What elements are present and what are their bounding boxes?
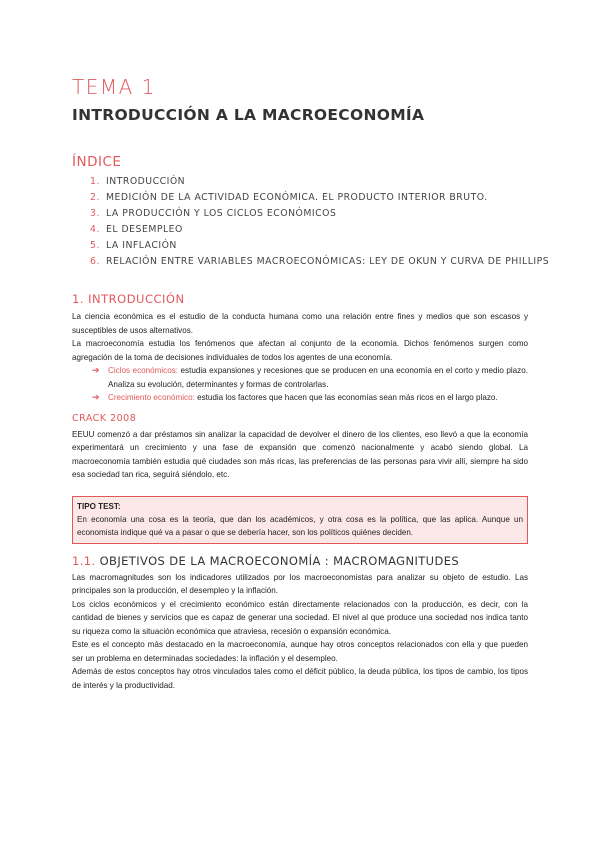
document-subtitle: INTRODUCCIÓN A LA MACROECONOMÍA bbox=[72, 106, 425, 124]
table-of-contents bbox=[72, 174, 550, 270]
toc-item[interactable]: 6. RELACIÓN ENTRE VARIABLES MACROECONÓMICAS: LEY DE OKUN Y CURVA DE PHILLIPS bbox=[90, 256, 550, 267]
section-title: OBJETIVOS DE LA MACROECONOMÍA : MACROMAGNITUDES bbox=[99, 553, 460, 568]
bullet-text: estudia expansiones y recesiones que se producen en una economía en el corto y medio plazo. Analiza su evolución, determinantes y formas de controlarlas. bbox=[108, 366, 528, 389]
list-item bbox=[92, 391, 528, 405]
paragraph: Las macromagnitudes son los indicadores utilizados por los macroeconomistas para analizar su objeto de estudio. Las principales son la producción, el desempleo y la inflación. bbox=[72, 572, 528, 595]
section-1-1-heading bbox=[72, 554, 528, 568]
toc-item[interactable]: 4. EL DESEMPLEO bbox=[90, 224, 183, 235]
bullet-term: Ciclos económicos: bbox=[108, 366, 178, 375]
bullet-term: Crecimiento económico: bbox=[108, 393, 195, 402]
toc-item[interactable]: 2. MEDICIÓN DE LA ACTIVIDAD ECONÓMICA. EL PRODUCTO INTERIOR BRUTO. bbox=[90, 192, 488, 203]
toc-item[interactable]: 5. LA INFLACIÓN bbox=[90, 240, 177, 251]
section-number: 1.1. bbox=[72, 553, 96, 568]
index-heading: ÍNDICE bbox=[72, 154, 122, 170]
tip-text: En economía una cosa es la teoría, que dan los académicos, y otra cosa es la política, que las aplica. Aunque un economista indique qué va a pasar o que se debería hacer, son los políticos quiénes deciden. bbox=[77, 514, 523, 537]
toc-item[interactable]: 1. INTRODUCCIÓN bbox=[90, 176, 186, 187]
paragraph: Los ciclos económicos y el crecimiento económico están directamente relacionados con la producción, es decir, con la cantidad de bienes y servicios que es capaz de generar una sociedad. El nivel al que produce una sociedad nos indica tanto su riqueza como la situación económica que atraviesa, recesión o expansión económica. bbox=[72, 599, 528, 636]
section-1-heading: 1. INTRODUCCIÓN bbox=[72, 292, 185, 306]
document-title: TEMA 1 bbox=[72, 75, 156, 99]
paragraph: Este es el concepto más destacado en la macroeconomía, aunque hay otros conceptos relacionados con ella y que pueden ser un problema en determinadas sociedades: la inflación y el desempleo. bbox=[72, 640, 528, 663]
crack-heading: CRACK 2008 bbox=[72, 412, 137, 424]
tip-box bbox=[72, 496, 528, 544]
tip-label: TIPO TEST: bbox=[77, 501, 121, 511]
arrow-right-icon: ➔ bbox=[92, 392, 100, 402]
bullet-text: estudia los factores que hacen que las economías sean más ricos en el largo plazo. bbox=[194, 393, 498, 402]
toc-item[interactable]: 3. LA PRODUCCIÓN Y LOS CICLOS ECONÓMICOS bbox=[90, 208, 337, 219]
paragraph: La ciencia económica es el estudio de la conducta humana como una relación entre fines y medios que son escasos y susceptibles de usos alternativos. bbox=[72, 312, 528, 335]
paragraph: EEUU comenzó a dar préstamos sin analizar la capacidad de devolver el dinero de los clientes, eso llevó a que la economía experimentará un crecimiento y una fase de expansión que comenzó nacionalmente y acabó siendo global. La macroeconomía también estudia qué ciudades son más ricas, las preferencias de las personas para vivir allí, siempre ha sido esa sociedad tan rica, seguirá siéndolo, etc. bbox=[72, 429, 528, 479]
paragraph: La macroeconomía estudia los fenómenos que afectan al conjunto de la economía. Dichos fenómenos surgen como agregación de la toma de decisiones individuales de todos los agentes de una economía. bbox=[72, 339, 528, 362]
list-item bbox=[92, 364, 528, 391]
bullet-list bbox=[72, 364, 528, 405]
arrow-right-icon: ➔ bbox=[92, 365, 100, 375]
paragraph: Además de estos conceptos hay otros vinculados tales como el déficit público, la deuda pública, los tipos de cambio, los tipos de interés y la productividad. bbox=[72, 667, 528, 690]
